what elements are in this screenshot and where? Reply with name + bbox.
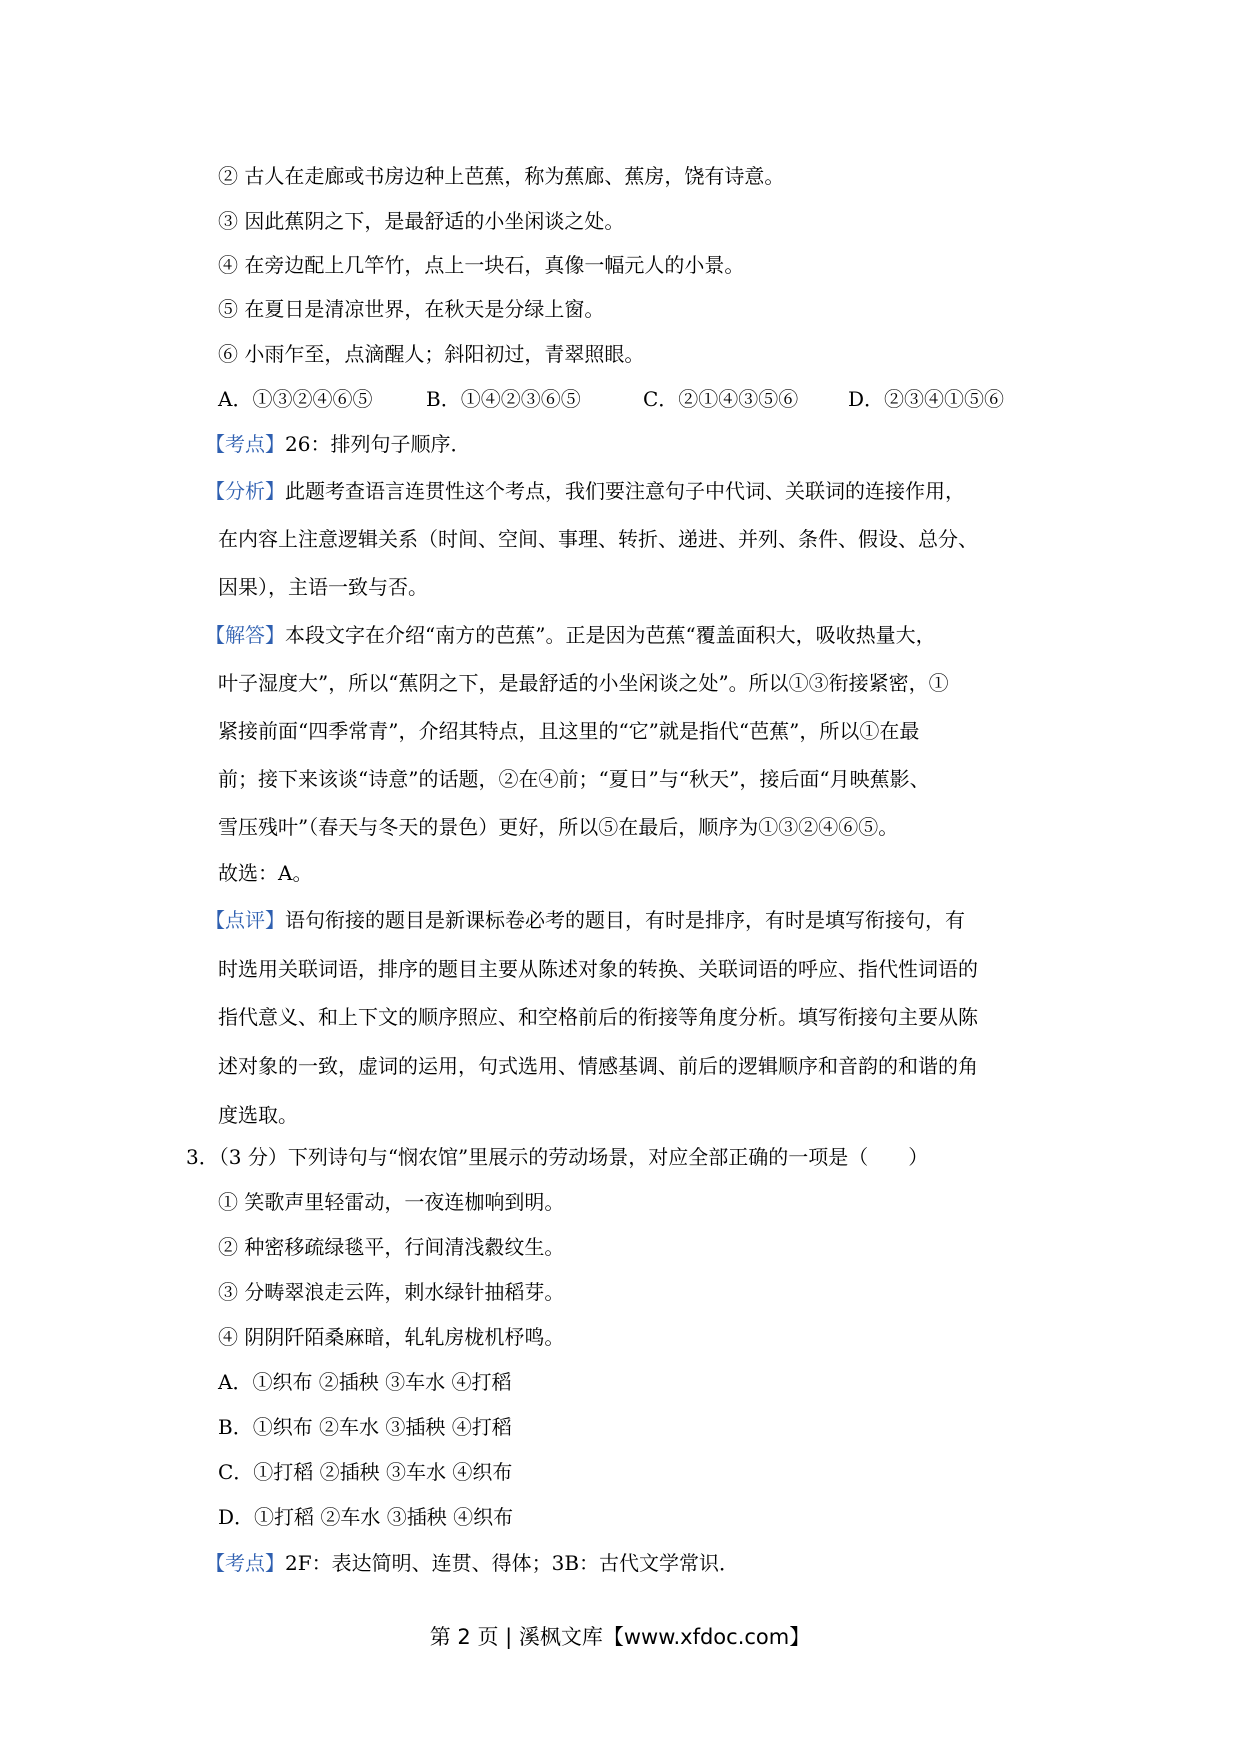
q2-option-a: A．①③②④⑥⑤ bbox=[218, 387, 373, 411]
fenxi-line: 因果），主语一致与否。 bbox=[218, 575, 428, 599]
jieda-line: 紧接前面“四季常青”，介绍其特点，且这里的“它”就是指代“芭蕉”，所以①在最 bbox=[218, 719, 920, 743]
q3-option-b: B．①织布 ②车水 ③插秧 ④打稻 bbox=[218, 1415, 512, 1439]
fenxi-line: 此题考查语言连贯性这个考点，我们要注意句子中代词、关联词的连接作用， bbox=[285, 479, 965, 503]
q2-item-5: ⑤ 在夏日是清凉世界，在秋天是分绿上窗。 bbox=[218, 297, 605, 321]
fenxi-line: 在内容上注意逻辑关系（时间、空间、事理、转折、递进、并列、条件、假设、总分、 bbox=[218, 527, 978, 551]
q3-option-c: C．①打稻 ②插秧 ③车水 ④织布 bbox=[218, 1460, 513, 1484]
guxuan: 故选：A。 bbox=[218, 861, 313, 885]
q3-item-1: ① 笑歌声里轻雷动，一夜连枷响到明。 bbox=[218, 1190, 565, 1214]
jieda-line: 雪压残叶”（春天与冬天的景色）更好，所以⑤在最后，顺序为①③②④⑥⑤。 bbox=[218, 815, 899, 839]
q2-item-3: ③ 因此蕉阴之下，是最舒适的小坐闲谈之处。 bbox=[218, 209, 625, 233]
jieda-line: 前；接下来该谈“诗意”的话题，②在④前；“夏日”与“秋天”，接后面“月映蕉影、 bbox=[218, 767, 930, 791]
q3-option-a: A．①织布 ②插秧 ③车水 ④打稻 bbox=[218, 1370, 512, 1394]
q2-options bbox=[218, 385, 1038, 413]
q2-option-d: D．②③④①⑤⑥ bbox=[848, 387, 1005, 411]
q2-option-b: B．①④②③⑥⑤ bbox=[426, 387, 581, 411]
dianping-line: 指代意义、和上下文的顺序照应、和空格前后的衔接等角度分析。填写衔接句主要从陈 bbox=[218, 1005, 978, 1029]
q2-item-6: ⑥ 小雨乍至，点滴醒人；斜阳初过，青翠照眼。 bbox=[218, 342, 645, 366]
kaodian-tag: 【考点】 bbox=[205, 1551, 285, 1575]
fenxi-tag: 【分析】 bbox=[205, 479, 285, 503]
q2-item-4: ④ 在旁边配上几竿竹，点上一块石，真像一幅元人的小景。 bbox=[218, 253, 745, 277]
q3-item-3: ③ 分畴翠浪走云阵，刺水绿针抽稻芽。 bbox=[218, 1280, 565, 1304]
q3-option-d: D．①打稻 ②车水 ③插秧 ④织布 bbox=[218, 1505, 514, 1529]
dianping-tag: 【点评】 bbox=[205, 908, 285, 932]
q3-stem-text: （3 分）下列诗句与“悯农馆”里展示的劳动场景，对应全部正确的一项是（ ） bbox=[218, 1145, 929, 1169]
q3-kaodian bbox=[205, 1549, 739, 1577]
q2-kaodian bbox=[205, 430, 470, 458]
jieda-line: 本段文字在介绍“南方的芭蕉”。正是因为芭蕉“覆盖面积大，吸收热量大， bbox=[285, 623, 936, 647]
jieda-tag: 【解答】 bbox=[205, 623, 285, 647]
q3-number: 3． bbox=[186, 1145, 219, 1169]
q2-option-c: C．②①④③⑤⑥ bbox=[643, 387, 799, 411]
kaodian-text: 2F：表达简明、连贯、得体；3B：古代文学常识． bbox=[285, 1551, 740, 1575]
q2-jieda bbox=[205, 621, 936, 649]
q2-dianping bbox=[205, 906, 965, 934]
dianping-line: 述对象的一致，虚词的运用，句式选用、情感基调、前后的逻辑顺序和音韵的和谐的角 bbox=[218, 1054, 978, 1078]
dianping-line: 度选取。 bbox=[218, 1103, 298, 1127]
q2-item-2: ② 古人在走廊或书房边种上芭蕉，称为蕉廊、蕉房，饶有诗意。 bbox=[218, 164, 785, 188]
dianping-line: 语句衔接的题目是新课标卷必考的题目，有时是排序，有时是填写衔接句，有 bbox=[285, 908, 965, 932]
q3-stem bbox=[186, 1143, 928, 1171]
kaodian-text: 26：排列句子顺序． bbox=[285, 432, 471, 456]
jieda-line: 叶子湿度大”，所以“蕉阴之下，是最舒适的小坐闲谈之处”。所以①③衔接紧密，① bbox=[218, 671, 949, 695]
dianping-line: 时选用关联词语，排序的题目主要从陈述对象的转换、关联词语的呼应、指代性词语的 bbox=[218, 957, 978, 981]
kaodian-tag: 【考点】 bbox=[205, 432, 285, 456]
q3-item-4: ④ 阴阴阡陌桑麻暗，轧轧房栊机杼鸣。 bbox=[218, 1325, 565, 1349]
page-footer: 第 2 页 | 溪枫文库【www.xfdoc.com】 bbox=[429, 1625, 811, 1649]
q3-item-2: ② 种密移疏绿毯平，行间清浅縠纹生。 bbox=[218, 1235, 565, 1259]
q2-fenxi bbox=[205, 477, 965, 505]
